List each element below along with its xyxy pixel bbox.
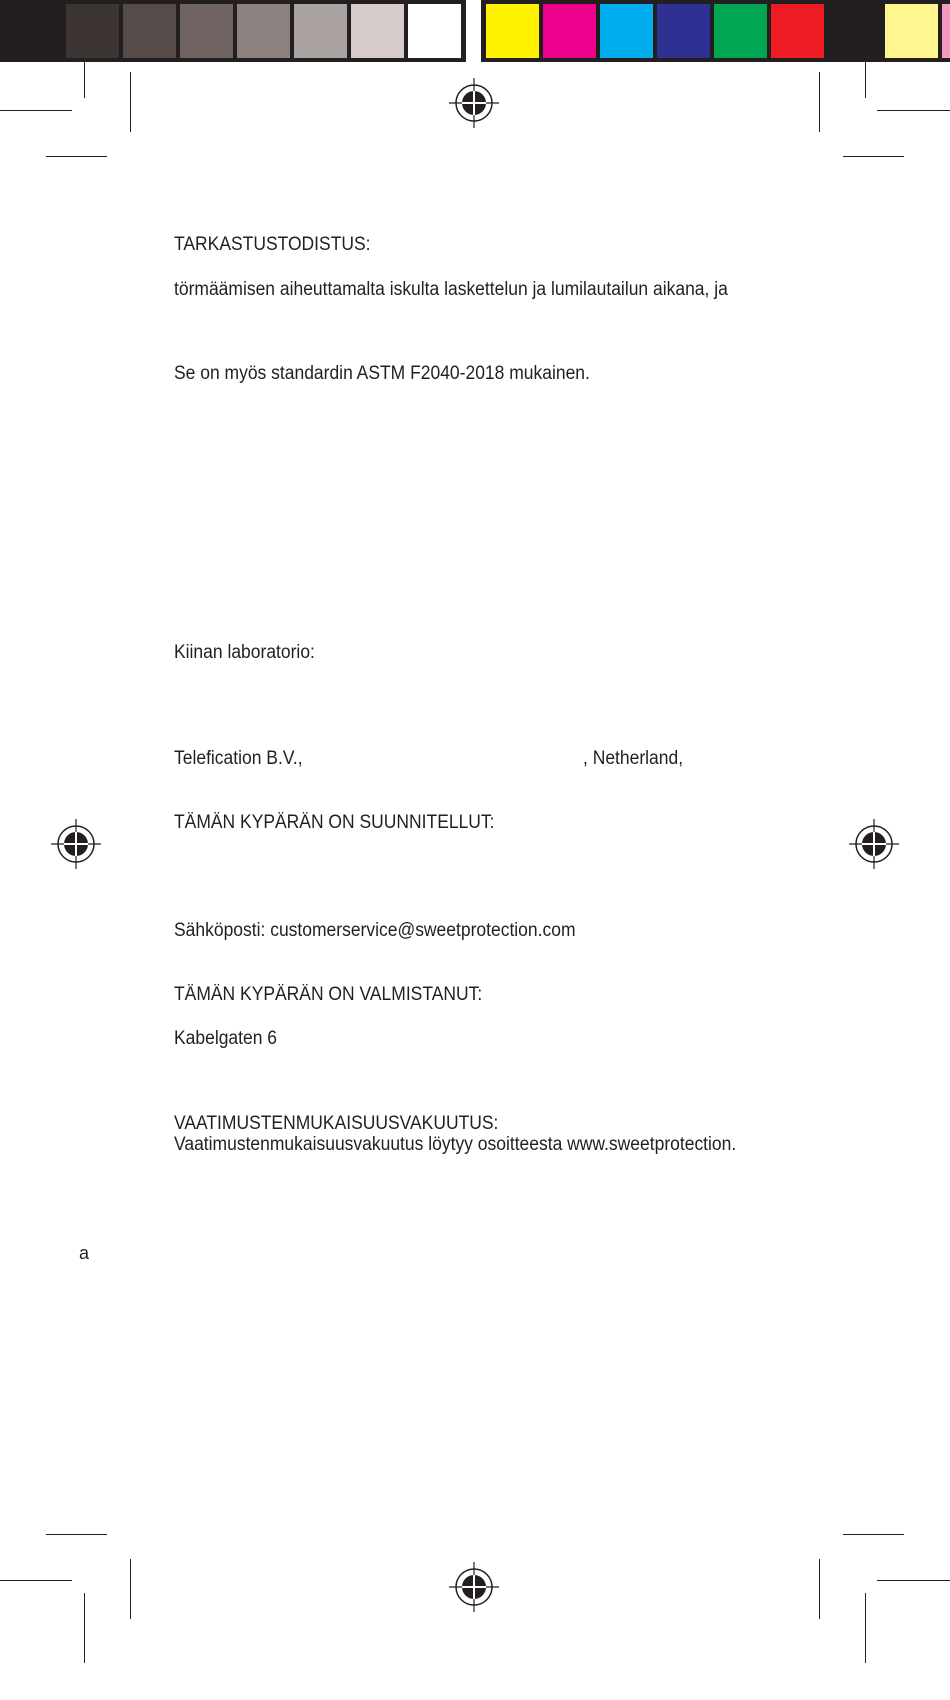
crop-mark <box>843 1534 904 1535</box>
color-bar-gap <box>466 0 481 62</box>
color-swatch <box>714 4 767 58</box>
lab-label: Kiinan laboratorio: <box>174 642 315 663</box>
crop-mark <box>84 62 85 98</box>
color-swatch <box>771 4 824 58</box>
company-name: Telefication B.V., <box>174 748 303 769</box>
crop-mark <box>865 1593 866 1663</box>
gray-swatch <box>351 4 404 58</box>
registration-target-icon <box>449 78 499 128</box>
crop-mark <box>843 156 904 157</box>
crop-mark <box>877 110 950 111</box>
crop-mark <box>46 156 107 157</box>
inspection-heading: TARKASTUSTODISTUS: <box>174 234 371 255</box>
gray-swatch <box>180 4 233 58</box>
manufacturer-address: Kabelgaten 6 <box>174 1028 278 1049</box>
color-swatch <box>942 4 950 58</box>
color-swatch <box>543 4 596 58</box>
crop-mark <box>130 72 131 132</box>
gray-swatch <box>237 4 290 58</box>
crop-mark <box>819 72 820 132</box>
gray-swatch <box>66 4 119 58</box>
crop-mark <box>46 1534 107 1535</box>
standard-text: Se on myös standardin ASTM F2040-2018 mukainen. <box>174 363 590 384</box>
gray-swatch <box>294 4 347 58</box>
color-swatch <box>885 4 938 58</box>
crop-mark <box>0 110 72 111</box>
manufacturer-heading: TÄMÄN KYPÄRÄN ON VALMISTANUT: <box>174 984 483 1005</box>
gray-swatch <box>123 4 176 58</box>
crop-mark <box>84 1593 85 1663</box>
company-country: , Netherland, <box>583 748 684 769</box>
declaration-text: Vaatimustenmukaisuusvakuutus löytyy osoitteesta www.sweetprotection. <box>174 1134 737 1155</box>
crop-mark <box>0 1580 72 1581</box>
registration-target-icon <box>849 819 899 869</box>
email-text: Sähköposti: customerservice@sweetprotection.com <box>174 920 576 941</box>
designer-heading: TÄMÄN KYPÄRÄN ON SUUNNITELLUT: <box>174 812 495 833</box>
color-calibration-bar <box>0 0 950 62</box>
impact-text: törmäämisen aiheuttamalta iskulta laskettelun ja lumilautailun aikana, ja <box>174 279 728 300</box>
declaration-heading: VAATIMUSTENMUKAISUUSVAKUUTUS: <box>174 1113 499 1134</box>
color-swatch <box>657 4 710 58</box>
crop-mark <box>877 1580 950 1581</box>
gray-swatch <box>408 4 461 58</box>
crop-mark <box>130 1559 131 1619</box>
color-swatch <box>600 4 653 58</box>
gray-swatch <box>0 4 62 58</box>
crop-mark <box>865 62 866 98</box>
registration-target-icon <box>51 819 101 869</box>
registration-target-icon <box>449 1562 499 1612</box>
margin-fragment: a <box>78 1243 89 1263</box>
color-swatch <box>486 4 539 58</box>
crop-mark <box>819 1559 820 1619</box>
color-swatch <box>828 4 881 58</box>
